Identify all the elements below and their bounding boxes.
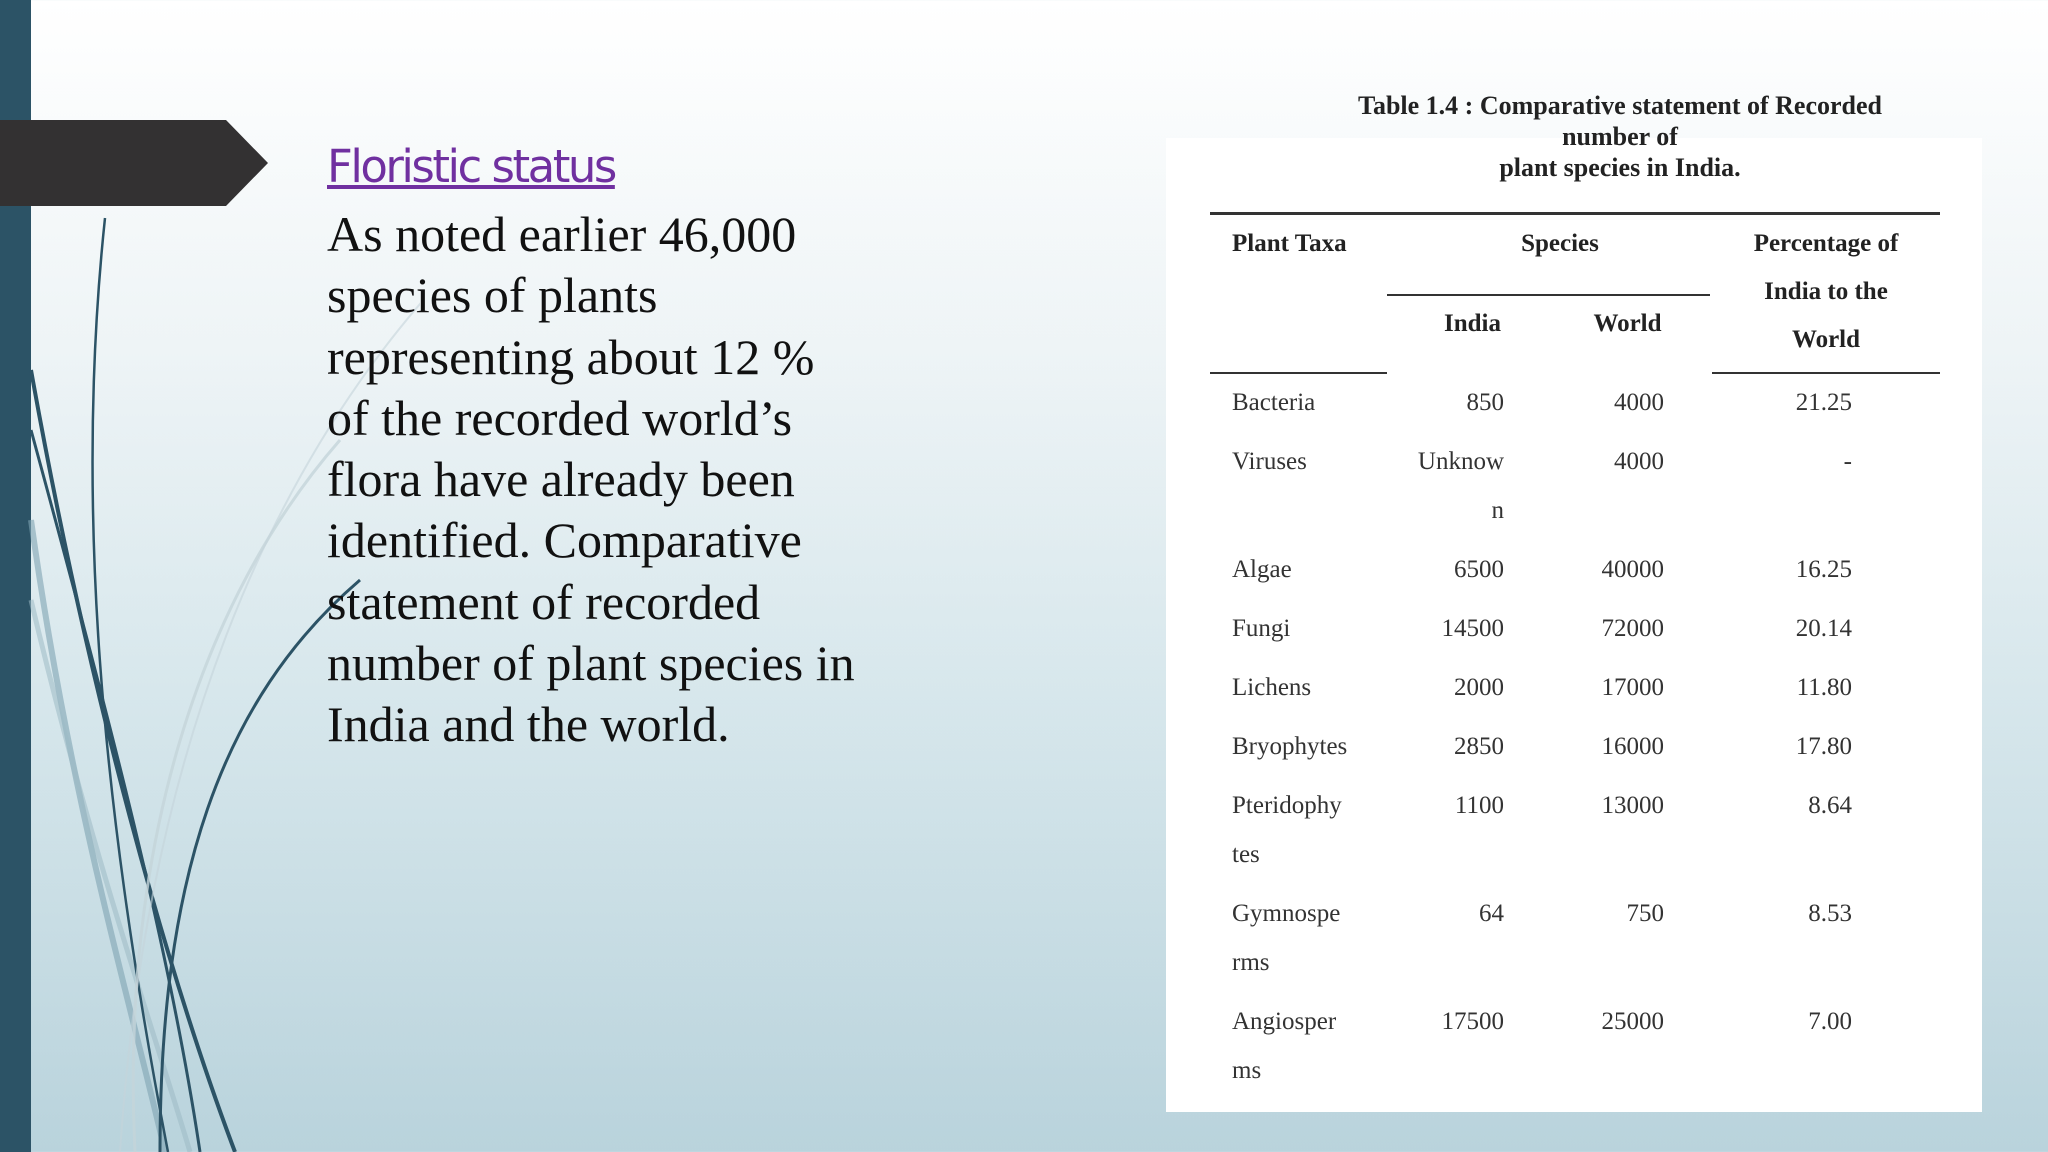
cell-taxa: Lichens (1232, 674, 1312, 701)
cell-percentage: 8.64 (1808, 792, 1852, 819)
table-top-rule (1210, 212, 1940, 215)
body-line: species of plants (327, 267, 658, 324)
caption-line: Table 1.4 : Comparative statement of Recorded (1358, 91, 1882, 120)
cell-taxa: Bacteria (1232, 389, 1316, 416)
cell-india: 1100 (1454, 792, 1504, 819)
cell-india: 850 (1466, 389, 1504, 416)
body-paragraph (327, 204, 887, 756)
cell-world: 25000 (1601, 1008, 1664, 1035)
cell-india: 2850 (1454, 733, 1504, 760)
species-underline (1387, 294, 1710, 296)
header-plant-taxa: Plant Taxa (1232, 230, 1347, 257)
cell-world: 72000 (1601, 615, 1664, 642)
cell-taxa: Pteridophy (1232, 792, 1342, 819)
header-percentage: India to the (1764, 278, 1888, 305)
header-rule-left (1210, 372, 1387, 374)
cell-taxa-wrap: ms (1232, 1057, 1262, 1084)
cell-world: 750 (1626, 900, 1664, 927)
slide-heading: Floristic status (327, 140, 615, 193)
cell-percentage: 17.80 (1795, 733, 1852, 760)
cell-percentage: 11.80 (1796, 674, 1852, 701)
caption-line: number of (1562, 122, 1678, 151)
cell-world: 40000 (1601, 556, 1664, 583)
cell-percentage: 7.00 (1808, 1008, 1852, 1035)
cell-india: 2000 (1454, 674, 1504, 701)
body-line: India and the world. (327, 696, 730, 753)
cell-world: 4000 (1614, 448, 1664, 475)
header-india: India (1444, 310, 1501, 337)
cell-taxa: Gymnospe (1232, 900, 1341, 927)
body-line: identified. Comparative (327, 512, 802, 569)
body-line: As noted earlier 46,000 (327, 206, 797, 262)
body-line: representing about 12 % (327, 328, 815, 385)
header-world: World (1593, 310, 1662, 337)
body-line: number of plant species in (327, 635, 855, 692)
cell-world: 4000 (1614, 389, 1664, 416)
cell-world: 13000 (1601, 792, 1664, 819)
cell-percentage: - (1843, 448, 1852, 475)
cell-taxa: Viruses (1232, 448, 1307, 475)
cell-taxa: Algae (1232, 556, 1292, 583)
header-percentage: Percentage of (1753, 230, 1899, 257)
caption-line: plant species in India. (1499, 153, 1741, 182)
cell-percentage: 20.14 (1795, 615, 1852, 642)
cell-india: 14500 (1441, 615, 1504, 642)
cell-percentage: 16.25 (1795, 556, 1852, 583)
body-line: of the recorded world’s (327, 389, 793, 446)
cell-taxa-wrap: rms (1232, 949, 1270, 976)
cell-percentage: 8.53 (1808, 900, 1852, 927)
header-rule-right (1712, 372, 1940, 374)
cell-taxa: Fungi (1232, 615, 1291, 642)
table-caption (1180, 90, 2048, 183)
body-line: statement of recorded (327, 573, 761, 630)
cell-taxa: Angiosper (1232, 1008, 1337, 1035)
body-line: flora have already been (327, 451, 795, 508)
cell-taxa: Bryophytes (1232, 733, 1348, 760)
cell-taxa-wrap: tes (1232, 841, 1260, 868)
cell-world: 16000 (1601, 733, 1664, 760)
cell-percentage: 21.25 (1795, 389, 1852, 416)
header-percentage: World (1791, 326, 1861, 353)
title-arrow-tab (0, 120, 270, 206)
header-species: Species (1521, 230, 1599, 257)
cell-india: 6500 (1454, 556, 1504, 583)
cell-world: 17000 (1601, 674, 1664, 701)
cell-india: Unknow (1417, 448, 1504, 475)
cell-india: 64 (1479, 900, 1504, 927)
cell-india-wrap: n (1491, 497, 1504, 524)
cell-india: 17500 (1441, 1008, 1504, 1035)
